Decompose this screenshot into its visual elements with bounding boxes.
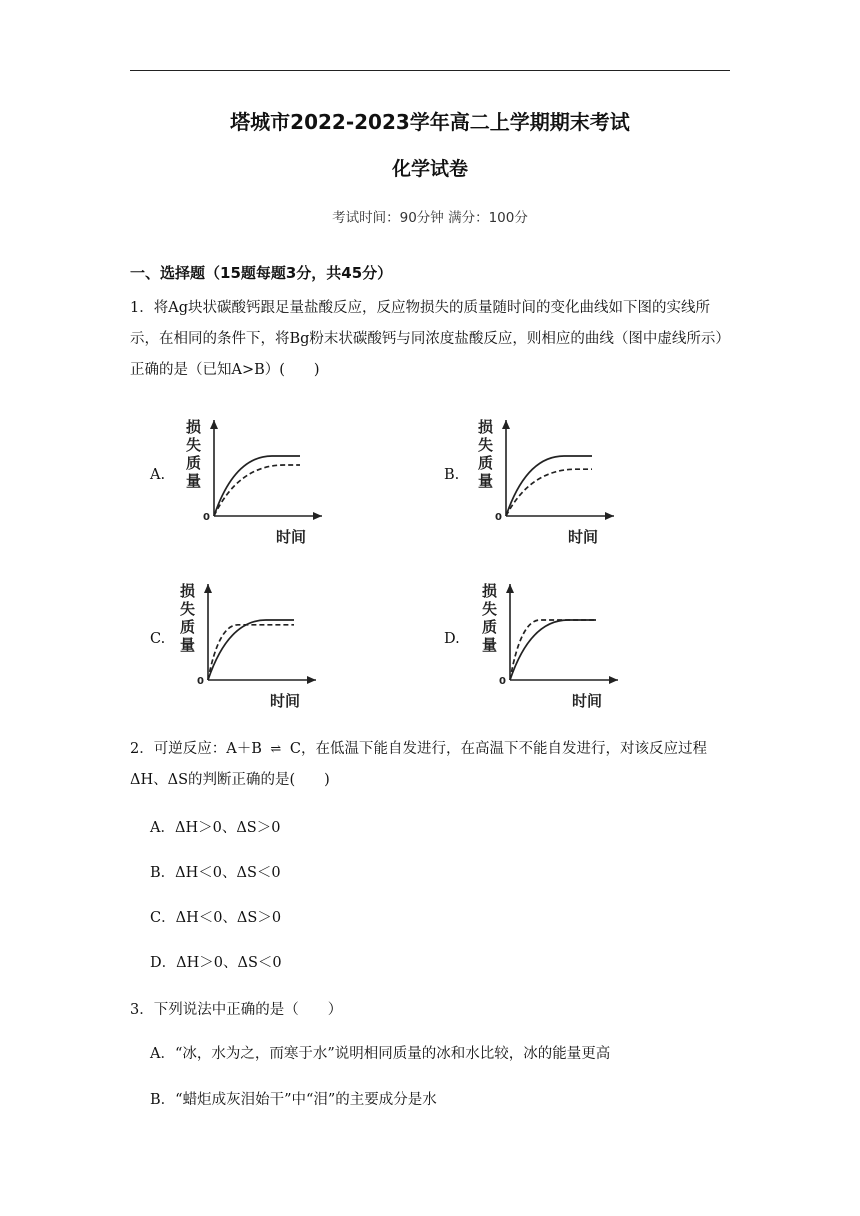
x-axis-arrow-icon xyxy=(609,676,618,684)
y-axis-label: 损失质量 xyxy=(482,582,498,654)
q1-graph-b xyxy=(470,408,620,548)
y-axis-arrow-icon xyxy=(506,584,514,593)
q2-option-b: B．ΔH＜0、ΔS＜0 xyxy=(150,865,281,881)
q1-graph-c xyxy=(172,572,322,712)
question-3-text: 3．下列说法中正确的是（ ） xyxy=(130,1002,343,1018)
origin-label: 0 xyxy=(197,676,204,687)
question-2-text xyxy=(130,734,735,796)
q2-text-before: 2．可逆反应：A＋B xyxy=(130,741,262,757)
exam-title: 塔城市2022-2023学年高二上学期期末考试 xyxy=(230,110,630,134)
q2-option-a: A．ΔH＞0、ΔS＞0 xyxy=(150,820,281,836)
origin-label: 0 xyxy=(203,512,210,523)
question-1-text: 1．将Ag块状碳酸钙跟足量盐酸反应，反应物损失的质量随时间的变化曲线如下图的实线所示，在相同的条件下，将Bg粉末状碳酸钙与同浓度盐酸反应，则相应的曲线（图中虚线所示）正确的是（已知A>B）( ) xyxy=(130,300,730,378)
solid-curve xyxy=(510,620,596,680)
y-axis-arrow-icon xyxy=(204,584,212,593)
section-heading: 一、选择题（15题每题3分，共45分） xyxy=(130,264,393,282)
x-axis-label: 时间 xyxy=(568,528,599,546)
y-axis-arrow-icon xyxy=(502,420,510,429)
x-axis-arrow-icon xyxy=(313,512,322,520)
x-axis-label: 时间 xyxy=(572,692,603,710)
q3-option-a: A．“冰，水为之，而寒于水”说明相同质量的冰和水比较，冰的能量更高 xyxy=(150,1046,611,1062)
q1-option-c-label: C. xyxy=(150,631,166,647)
q1-option-b-label: B. xyxy=(444,467,460,483)
dashed-curve xyxy=(214,465,300,516)
q2-option-c: C．ΔH＜0、ΔS＞0 xyxy=(150,910,282,926)
solid-curve xyxy=(208,620,294,680)
q1-option-d-label: D. xyxy=(444,631,460,647)
dashed-curve xyxy=(506,469,592,516)
x-axis-arrow-icon xyxy=(605,512,614,520)
header-rule xyxy=(130,70,730,71)
solid-curve xyxy=(214,456,300,516)
solid-curve xyxy=(506,456,592,516)
x-axis-label: 时间 xyxy=(270,692,301,710)
equilibrium-arrow-icon: ⇌ xyxy=(270,742,282,757)
x-axis-label: 时间 xyxy=(276,528,307,546)
y-axis-label: 损失质量 xyxy=(478,418,494,490)
origin-label: 0 xyxy=(495,512,502,523)
q3-option-b: B．“蜡炬成灰泪始干”中“泪”的主要成分是水 xyxy=(150,1092,437,1108)
q1-option-a-label: A. xyxy=(150,467,166,483)
y-axis-arrow-icon xyxy=(210,420,218,429)
q1-graph-d xyxy=(474,572,624,712)
q1-graph-a xyxy=(178,408,328,548)
y-axis-label: 损失质量 xyxy=(180,582,196,654)
y-axis-label: 损失质量 xyxy=(186,418,202,490)
q2-text-after: C，在低温下能自发进行，在高温下不能自发进行，对该反应过程ΔH、ΔS的判断正确的是( ) xyxy=(130,741,707,788)
q2-option-d: D．ΔH＞0、ΔS＜0 xyxy=(150,955,282,971)
exam-info: 考试时间：90分钟 满分：100分 xyxy=(332,210,528,226)
origin-label: 0 xyxy=(499,676,506,687)
x-axis-arrow-icon xyxy=(307,676,316,684)
exam-subtitle: 化学试卷 xyxy=(391,158,468,180)
